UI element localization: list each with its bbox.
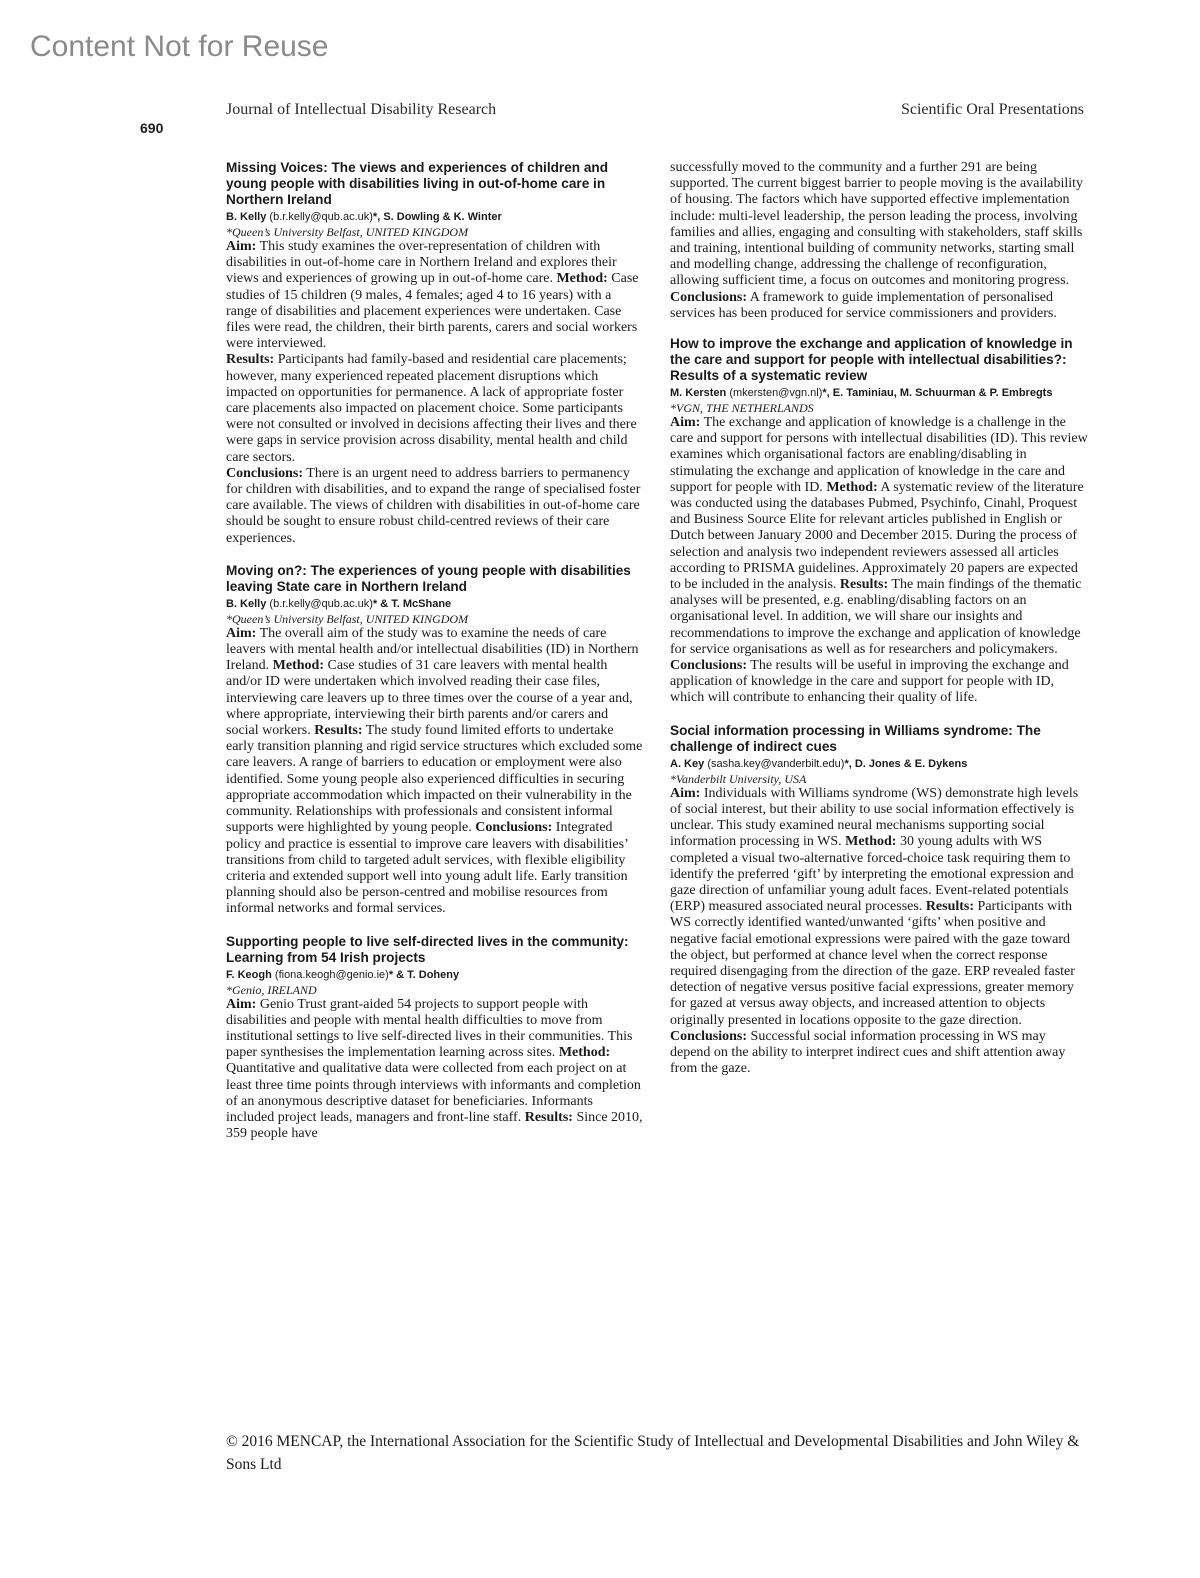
page-number: 690 (140, 120, 164, 136)
abstract-continuation (670, 160, 1088, 322)
results-label: Results: (839, 577, 889, 593)
results-label: Results: (524, 1109, 573, 1125)
method-label: Method: (845, 834, 897, 850)
aim-text: Individuals with Williams syndrome (WS) demonstrate high levels of social interest, but their ability to use social information effectively is unclear. This study examined neural mechanisms supporting social information processing in WS. (670, 785, 1079, 850)
results-label: Results: (925, 899, 975, 915)
aim-text: This study examines the over-representation of children with disabilities in out-of-home care in Northern Ireland and explores their views and experiences of growing up in out-of-home care. (226, 239, 617, 287)
abstract-title: Moving on?: The experiences of young people with disabilities leaving State care in Northern Ireland (226, 562, 631, 594)
aim-label: Aim: (226, 625, 257, 641)
results-label: Results: (226, 352, 275, 368)
results-label: Results: (314, 723, 363, 739)
abstract-moving-on (226, 563, 644, 918)
aim-text: Genio Trust grant-aided 54 projects to support people with disabilities and people with mental health difficulties to move from institutional settings to live self-directed lives in their communities. This paper synthesises the implementation learning across sites. (226, 996, 633, 1061)
results-text: Participants had family-based and residential care placements; however, many experienced repeated placement disruptions which impacted on opportunities for permanence. A lack of appropriate foster care placements also impacted on placement choice. Some participants were not consulted or involved in decisions affecting their lives and there were gaps in service provision across disability, mental health and child care sectors. (226, 352, 637, 465)
author-email: (mkersten@vgn.nl) (729, 387, 823, 400)
abstract-authors (670, 757, 1088, 772)
aim-label: Aim: (226, 239, 257, 254)
first-author: B. Kelly (226, 597, 267, 610)
abstract-body (226, 626, 644, 918)
abstract-authors (226, 597, 644, 612)
results-text: The main findings of the thematic analyses will be presented, e.g. enabling/disabling factors on an organisational level. In addition, we will share our insights and recommendations to improve the exchange and application of knowledge for service organisations as well as for researchers and policymakers. (670, 577, 1082, 657)
method-label: Method: (826, 479, 878, 495)
method-text: 30 young adults with WS completed a visual two-alternative forced-choice task requiring them to identify the preferred ‘gift’ by interpreting the emotional expression and gaze direction of unfamiliar young adult faces. Event-related potentials (ERP) measured associated neural processes. (670, 834, 1074, 915)
abstract-title: Supporting people to live self-directed lives in the community: Learning from 54 Irish projects (226, 933, 629, 965)
copyright-footer: © 2016 MENCAP, the International Association for the Scientific Study of Intellectual and Developmental Disabilities and John Wiley & Sons Ltd (226, 1433, 1080, 1473)
abstract-affiliation: *Queen’s University Belfast, UNITED KINGDOM (226, 611, 469, 626)
continuation-body (670, 160, 1088, 322)
aim-label: Aim: (226, 996, 257, 1012)
method-label: Method: (558, 1045, 611, 1061)
conclusions-label: Conclusions: (226, 465, 304, 481)
first-author: A. Key (670, 757, 705, 770)
aim-label: Aim: (670, 415, 701, 431)
conclusions-label: Conclusions: (670, 1028, 748, 1044)
first-author: M. Kersten (670, 387, 727, 400)
method-text: Case studies of 31 care leavers with mental health and/or ID were undertaken which involved reading their case files, interviewing care leavers up to three times over the course of a year and, where appropriate, interviewing their birth parents and/or carers and social workers. (226, 658, 633, 739)
co-authors: * & T. Doheny (388, 968, 460, 981)
abstract-affiliation: *Vanderbilt University, USA (670, 771, 807, 786)
abstract-affiliation: *Genio, IRELAND (226, 982, 317, 997)
conclusions-text: A framework to guide implementation of personalised services has been produced for service commissioners and providers. (670, 289, 1057, 321)
abstract-title: How to improve the exchange and application of knowledge in the care and support for people with intellectual disabilities?: Results of a systematic review (670, 336, 1073, 384)
abstract-authors (226, 968, 644, 983)
abstract-body (226, 997, 644, 1143)
author-email: (b.r.kelly@qub.ac.uk) (269, 597, 373, 610)
co-authors: *, D. Jones & E. Dykens (844, 757, 968, 770)
conclusions-text: The results will be useful in improving the exchange and application of knowledge in the care and support for people with ID, which will contribute to enhancing their quality of life. (670, 658, 1069, 706)
abstract-body (670, 786, 1088, 1078)
abstract-affiliation: *VGN, THE NETHERLANDS (670, 401, 814, 416)
journal-title: Journal of Intellectual Disability Research (226, 101, 497, 118)
author-email: (sasha.key@vanderbilt.edu) (707, 757, 845, 770)
method-label: Method: (556, 271, 608, 287)
first-author: F. Keogh (226, 968, 272, 981)
watermark: Content Not for Reuse (30, 30, 329, 63)
author-email: (b.r.kelly@qub.ac.uk) (269, 211, 373, 223)
method-text: A systematic review of the literature was conducted using the databases Pubmed, Psychinfo, Cinahl, Proquest and Business Source Elite for relevant articles published in English or Dutch between January 2000 and December 2015. During the process of selection and analysis two independent reviewers assessed all articles according to PRISMA guidelines. Approximately 20 papers are expected to be included in the analysis. (670, 479, 1084, 593)
conclusions-label: Conclusions: (475, 820, 553, 836)
aim-label: Aim: (670, 785, 701, 801)
conclusions-text: Integrated policy and practice is essential to improve care leavers with disabilities’ transitions from child to targeted adult services, with flexible eligibility criteria and extended support well into young adult life. Early transition planning should also be person-centred and mobilise resources from informal networks and formal services. (226, 820, 628, 917)
conclusions-text: Successful social information processing in WS may depend on the ability to interpret indirect cues and shift attention away from the gaze. (670, 1028, 1066, 1077)
results-text: The study found limited efforts to undertake early transition planning and rigid service structures which excluded some care leavers. A range of barriers to education or employment were also identified. Some young people also experienced difficulties in securing appropriate accommodation which impacted on their vulnerability in the community. Relationships with professionals and consistent informal supports were highlighted by young people. (226, 723, 643, 836)
section-title: Scientific Oral Presentations (900, 101, 1084, 118)
continuation-text: successfully moved to the community and a further 291 are being supported. The current biggest barrier to people moving is the availability of housing. The factors which have supported effective implementation include: multi-level leadership, the person leading the process, involving families and allies, engaging and consulting with stakeholders, staff skills and training, intentional building of community networks, starting small and modelling change, addressing the challenge of reconfiguration, allowing sufficient time, a focus on outcomes and monitoring progress. (670, 160, 1084, 289)
first-author: B. Kelly (226, 211, 267, 223)
method-label: Method: (272, 658, 324, 674)
abstract-affiliation: *Queen’s University Belfast, UNITED KINGDOM (226, 225, 469, 239)
right-column (670, 160, 1088, 1093)
co-authors: *, S. Dowling & K. Winter (372, 211, 502, 223)
conclusions-label: Conclusions: (670, 658, 748, 674)
results-text: Participants with WS correctly identified wanted/unwanted ‘gifts’ when positive and negative facial emotional expressions were paired with the gaze toward the object, but performed at chance level when the correct response required disengaging from the direction of the gaze. ERP revealed faster detection of negative versus positive facial expressions, greater memory for gazed at versus away objects, and increased attention to objects originally presented in locations opposite to the gaze direction. (670, 899, 1075, 1028)
author-email: (fiona.keogh@genio.ie) (274, 968, 389, 981)
abstract-title: Social information processing in Williams syndrome: The challenge of indirect cues (670, 722, 1041, 754)
abstract-missing-voices (226, 160, 644, 547)
abstract-title: Missing Voices: The views and experiences of children and young people with disabilities living in out-of-home care in Northern Ireland (226, 160, 608, 207)
co-authors: * & T. McShane (372, 597, 452, 610)
conclusions-label: Conclusions: (670, 289, 748, 305)
abstract-knowledge-exchange (670, 336, 1088, 707)
method-text: Quantitative and qualitative data were collected from each project on at least three time points through interviews with informants and completion of an anonymous descriptive dataset for beneficiaries. Informants included project leads, managers and front-line staff. (226, 1061, 641, 1125)
abstract-authors (670, 386, 1088, 401)
abstract-body (226, 239, 644, 547)
abstract-body (670, 415, 1088, 707)
left-column (226, 160, 644, 1158)
abstract-authors (226, 210, 644, 225)
aim-text: The overall aim of the study was to examine the needs of care leavers with mental health and/or intellectual disabilities (ID) in Northern Ireland. (226, 625, 639, 674)
results-text: Since 2010, 359 people have (226, 1109, 643, 1142)
abstract-williams-syndrome (670, 723, 1088, 1078)
conclusions-text: There is an urgent need to address barriers to permanency for children with disabilities, and to expand the range of specialised foster care available. The views of children with disabilities in out-of-home care should be sought to ensure robust child-centred reviews of their care experiences. (226, 465, 641, 546)
co-authors: *, E. Taminiau, M. Schuurman & P. Embregts (822, 387, 1053, 400)
abstract-self-directed-lives (226, 934, 644, 1143)
method-text: Case studies of 15 children (9 males, 4 females; aged 4 to 16 years) with a range of disabilities and placement experiences were undertaken. Case files were read, the children, their birth parents, carers and social workers were interviewed. (226, 271, 639, 352)
aim-text: The exchange and application of knowledge is a challenge in the care and support for persons with intellectual disabilities (ID). This review examines which organisational factors are enabling/disabling in stimulating the exchange and application of knowledge in the care and support for people with ID. (670, 415, 1088, 495)
